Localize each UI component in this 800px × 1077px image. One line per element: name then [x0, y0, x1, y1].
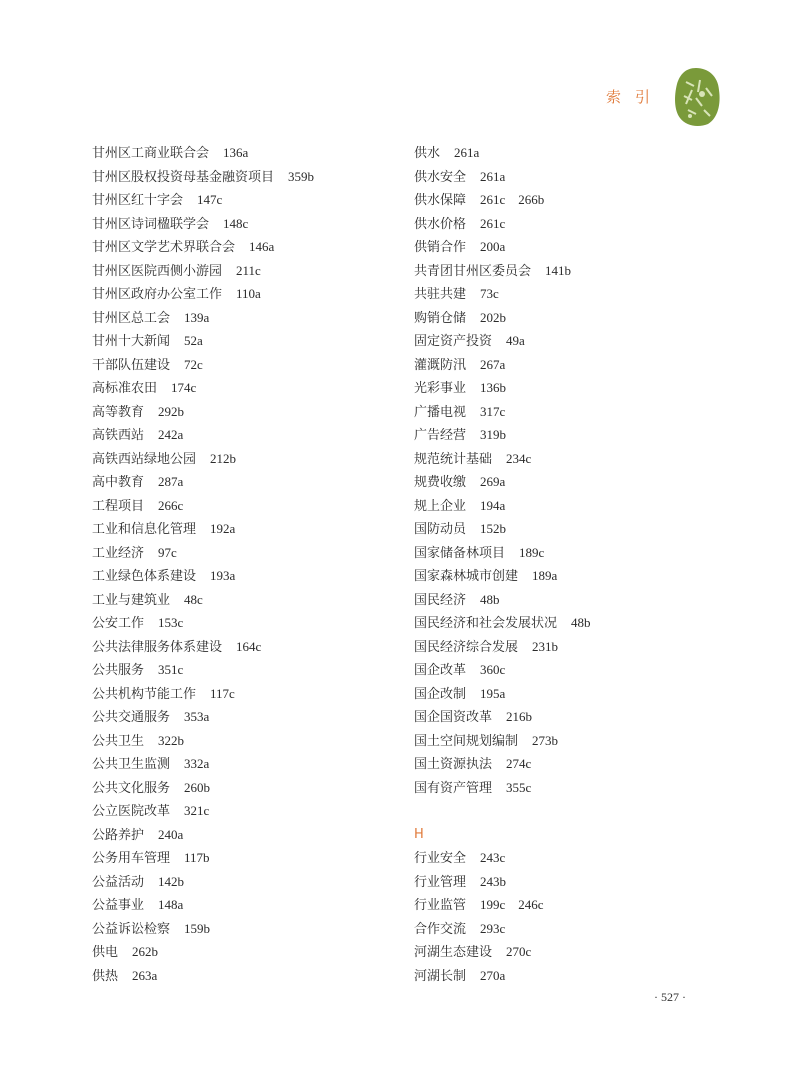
index-term: 公共机构节能工作 — [92, 686, 197, 702]
index-entry — [92, 940, 392, 964]
index-term: 国企国资改革 — [414, 710, 493, 725]
index-page-ref: 148c — [223, 215, 249, 231]
index-entry — [414, 870, 714, 894]
index-entry — [92, 635, 392, 659]
index-term: 公共文化服务 — [92, 780, 171, 796]
index-entry — [414, 212, 714, 236]
index-term: 国土资源执法 — [414, 757, 493, 772]
index-entry — [414, 376, 714, 400]
index-entry — [92, 729, 392, 753]
index-page-ref: 231b — [532, 638, 559, 654]
index-page-ref: 193a — [210, 568, 236, 583]
index-entry — [414, 588, 714, 612]
index-term: 行业监管 — [414, 898, 467, 913]
index-term: 供水 — [414, 146, 441, 161]
index-term: 国民经济综合发展 — [414, 639, 519, 655]
index-term: 干部队伍建设 — [92, 357, 171, 373]
index-entry — [414, 776, 714, 800]
index-page-ref: 263a — [132, 967, 158, 983]
index-term: 工程项目 — [92, 498, 145, 514]
index-entry — [92, 494, 392, 518]
index-term: 高等教育 — [92, 404, 145, 420]
index-term: 工业绿色体系建设 — [92, 569, 197, 584]
index-page-ref: 194a — [480, 497, 506, 513]
index-term: 国有资产管理 — [414, 780, 493, 796]
index-page-ref: 270a — [480, 967, 506, 983]
index-entry — [92, 306, 392, 330]
index-term: 国企改制 — [414, 686, 467, 702]
index-entry — [92, 165, 392, 189]
index-term: 甘州区股权投资母基金融资项目 — [92, 169, 275, 185]
index-term: 光彩事业 — [414, 381, 467, 396]
index-page-ref: 189a — [532, 568, 558, 583]
index-page-ref: 159b — [184, 920, 211, 936]
index-entry — [92, 870, 392, 894]
index-page-ref: 274c — [506, 756, 532, 771]
index-page-ref: 97c — [158, 544, 177, 560]
index-page-ref: 148a — [158, 897, 184, 912]
index-entry — [92, 893, 392, 917]
index-term: 国土空间规划编制 — [414, 733, 519, 749]
index-term: 河湖生态建设 — [414, 945, 493, 960]
index-term: 公共服务 — [92, 663, 145, 678]
index-term: 高铁西站 — [92, 428, 145, 443]
index-term: 公共卫生 — [92, 733, 145, 749]
index-entry — [414, 494, 714, 518]
index-page-ref: 72c — [184, 356, 203, 372]
index-entry — [92, 917, 392, 941]
index-term: 公共法律服务体系建设 — [92, 639, 223, 655]
index-page-ref: 240a — [158, 826, 184, 842]
index-entry — [414, 235, 714, 259]
index-term: 公立医院改革 — [92, 804, 171, 819]
index-page-ref: 287a — [158, 474, 184, 489]
index-term: 国民经济和社会发展状况 — [414, 616, 558, 631]
index-term: 高标准农田 — [92, 381, 158, 396]
index-term: 共青团甘州区委员会 — [414, 263, 532, 279]
index-page-ref: 267a — [480, 356, 506, 372]
index-entry — [92, 964, 392, 988]
index-entry — [414, 141, 714, 165]
index-entry — [414, 705, 714, 729]
index-entry — [92, 376, 392, 400]
index-page-ref: 332a — [184, 756, 210, 771]
index-entry — [92, 212, 392, 236]
index-term: 国家森林城市创建 — [414, 569, 519, 584]
index-entry — [92, 141, 392, 165]
index-entry — [414, 729, 714, 753]
index-entry — [92, 682, 392, 706]
index-page-ref: 292b — [158, 403, 185, 419]
index-entry — [414, 964, 714, 988]
right-entries — [414, 141, 714, 799]
index-entry — [414, 306, 714, 330]
index-term: 河湖长制 — [414, 968, 467, 984]
index-page-ref: 202b — [480, 309, 507, 325]
index-entry — [414, 470, 714, 494]
index-entry — [92, 353, 392, 377]
index-entry — [92, 470, 392, 494]
index-term: 购销仓储 — [414, 310, 467, 326]
index-page-ref: 260b — [184, 779, 211, 795]
index-page-ref: 317c — [480, 403, 506, 419]
index-page-ref: 117b — [184, 850, 210, 865]
index-term: 公共卫生监测 — [92, 757, 171, 772]
index-page-ref: 153c — [158, 615, 184, 630]
index-page-ref: 136a — [223, 145, 249, 160]
index-term: 行业安全 — [414, 851, 467, 866]
index-entry — [92, 282, 392, 306]
index-entry — [414, 517, 714, 541]
page-number: · 527 · — [654, 990, 686, 1004]
index-page-ref: 152b — [480, 521, 507, 536]
index-page-ref: 261a — [454, 145, 480, 160]
index-term: 工业和信息化管理 — [92, 522, 197, 537]
index-page-ref: 117c — [210, 685, 235, 701]
index-column-left — [92, 141, 392, 987]
index-entry — [414, 188, 714, 212]
index-page-ref: 141b — [545, 262, 572, 278]
index-page-ref: 242a — [158, 427, 184, 442]
index-term: 甘州十大新闻 — [92, 334, 171, 349]
index-page-ref: 73c — [480, 286, 499, 301]
index-term: 广告经营 — [414, 428, 467, 443]
index-entry — [414, 541, 714, 565]
index-term: 供热 — [92, 968, 119, 984]
index-page-ref: 261c — [480, 215, 506, 231]
section-letter: H — [414, 826, 424, 842]
index-page-ref: 139a — [184, 309, 210, 325]
index-page-ref: 322b — [158, 732, 185, 748]
index-entry — [414, 893, 714, 917]
index-entry — [92, 235, 392, 259]
index-entry — [92, 752, 392, 776]
index-page-ref: 359b — [288, 168, 315, 184]
index-term: 公益事业 — [92, 898, 145, 913]
index-term: 公路养护 — [92, 827, 145, 843]
index-term: 国家储备林项目 — [414, 545, 506, 561]
index-page-ref: 48c — [184, 591, 203, 607]
index-page-ref: 234c — [506, 450, 532, 466]
index-term: 供销合作 — [414, 240, 467, 255]
index-entry — [92, 517, 392, 541]
index-term: 甘州区诗词楹联学会 — [92, 216, 210, 232]
index-page-ref: 216b — [506, 709, 533, 724]
index-entry — [414, 682, 714, 706]
index-term: 公益诉讼检察 — [92, 921, 171, 937]
index-entry — [92, 588, 392, 612]
index-term: 规范统计基础 — [414, 451, 493, 467]
index-page-ref: 110a — [236, 286, 261, 301]
index-term: 供水保障 — [414, 193, 467, 208]
index-page-ref: 199c 246c — [480, 897, 544, 912]
index-term: 国企改革 — [414, 663, 467, 678]
index-entry — [92, 259, 392, 283]
index-page-ref: 174c — [171, 380, 197, 395]
index-page-ref: 48b — [480, 591, 500, 607]
index-page-ref: 142b — [158, 873, 185, 889]
index-term: 规上企业 — [414, 498, 467, 514]
index-page-ref: 261c 266b — [480, 192, 545, 207]
index-entry — [92, 846, 392, 870]
index-term: 供水价格 — [414, 216, 467, 232]
index-page-ref: 270c — [506, 944, 532, 959]
index-page-ref: 243c — [480, 850, 506, 865]
index-entry — [92, 776, 392, 800]
index-term: 甘州区文学艺术界联合会 — [92, 240, 236, 255]
index-entry — [414, 752, 714, 776]
index-term: 高铁西站绿地公园 — [92, 451, 197, 467]
index-page-ref: 136b — [480, 380, 507, 395]
index-entry — [92, 823, 392, 847]
index-term: 供水安全 — [414, 169, 467, 185]
index-term: 公共交通服务 — [92, 710, 171, 725]
index-page-ref: 262b — [132, 944, 159, 959]
index-term: 甘州区政府办公室工作 — [92, 287, 223, 302]
index-term: 甘州区红十字会 — [92, 193, 184, 208]
index-page-ref: 211c — [236, 262, 261, 278]
index-entry — [92, 564, 392, 588]
index-entry — [414, 282, 714, 306]
index-entry — [414, 423, 714, 447]
index-page-ref: 195a — [480, 685, 506, 701]
index-page-ref: 52a — [184, 333, 203, 348]
index-page-ref: 189c — [519, 544, 545, 560]
index-page-ref: 321c — [184, 803, 210, 818]
index-page-ref: 269a — [480, 474, 506, 489]
index-page-ref: 351c — [158, 662, 184, 677]
index-page-ref: 293c — [480, 920, 506, 936]
index-entry — [92, 447, 392, 471]
index-term: 工业经济 — [92, 545, 145, 561]
index-term: 供电 — [92, 945, 119, 960]
h-entries — [414, 846, 714, 987]
index-page-ref: 319b — [480, 427, 507, 442]
index-term: 公益活动 — [92, 874, 145, 890]
index-entry — [92, 400, 392, 424]
index-entry — [414, 259, 714, 283]
index-entry — [92, 329, 392, 353]
index-page-ref: 360c — [480, 662, 506, 677]
index-term: 甘州区总工会 — [92, 310, 171, 326]
index-page-ref: 192a — [210, 521, 236, 536]
index-entry — [414, 635, 714, 659]
index-page-ref: 266c — [158, 497, 184, 513]
index-term: 灌溉防汛 — [414, 357, 467, 373]
index-term: 甘州区工商业联合会 — [92, 146, 210, 161]
index-term: 国防动员 — [414, 522, 467, 537]
index-page-ref: 243b — [480, 873, 507, 889]
index-term: 甘州区医院西侧小游园 — [92, 263, 223, 279]
index-entry — [92, 799, 392, 823]
index-entry — [92, 188, 392, 212]
index-entry — [414, 658, 714, 682]
index-term: 共驻共建 — [414, 287, 467, 302]
index-entry — [414, 447, 714, 471]
index-entry — [92, 658, 392, 682]
index-page-ref: 164c — [236, 638, 262, 654]
index-term: 规费收缴 — [414, 475, 467, 490]
index-entry — [92, 423, 392, 447]
index-entry — [92, 611, 392, 635]
index-term: 公务用车管理 — [92, 851, 171, 866]
index-term: 广播电视 — [414, 404, 467, 420]
section-title: 索引 — [606, 88, 665, 106]
index-entry — [414, 940, 714, 964]
index-term: 国民经济 — [414, 592, 467, 608]
index-term: 行业管理 — [414, 874, 467, 890]
index-entry — [414, 917, 714, 941]
index-term: 固定资产投资 — [414, 334, 493, 349]
index-term: 公安工作 — [92, 616, 145, 631]
index-entry — [92, 541, 392, 565]
index-entry — [414, 564, 714, 588]
index-term: 高中教育 — [92, 475, 145, 490]
index-column-right — [414, 141, 714, 987]
index-term: 合作交流 — [414, 921, 467, 937]
index-page-ref: 200a — [480, 239, 506, 254]
seal-icon — [672, 66, 722, 128]
index-page-ref: 212b — [210, 450, 237, 466]
index-entry — [414, 165, 714, 189]
index-entry — [414, 611, 714, 635]
index-page-ref: 261a — [480, 168, 506, 184]
index-page-ref: 48b — [571, 615, 591, 630]
index-page-ref: 353a — [184, 709, 210, 724]
index-entry — [414, 846, 714, 870]
index-page-ref: 147c — [197, 192, 223, 207]
index-entry — [414, 400, 714, 424]
index-page-ref: 273b — [532, 732, 559, 748]
index-term: 工业与建筑业 — [92, 592, 171, 608]
index-entry — [92, 705, 392, 729]
index-page-ref: 146a — [249, 239, 275, 254]
index-page-ref: 355c — [506, 779, 532, 795]
index-entry — [414, 329, 714, 353]
index-page-ref: 49a — [506, 333, 525, 348]
index-entry — [414, 353, 714, 377]
